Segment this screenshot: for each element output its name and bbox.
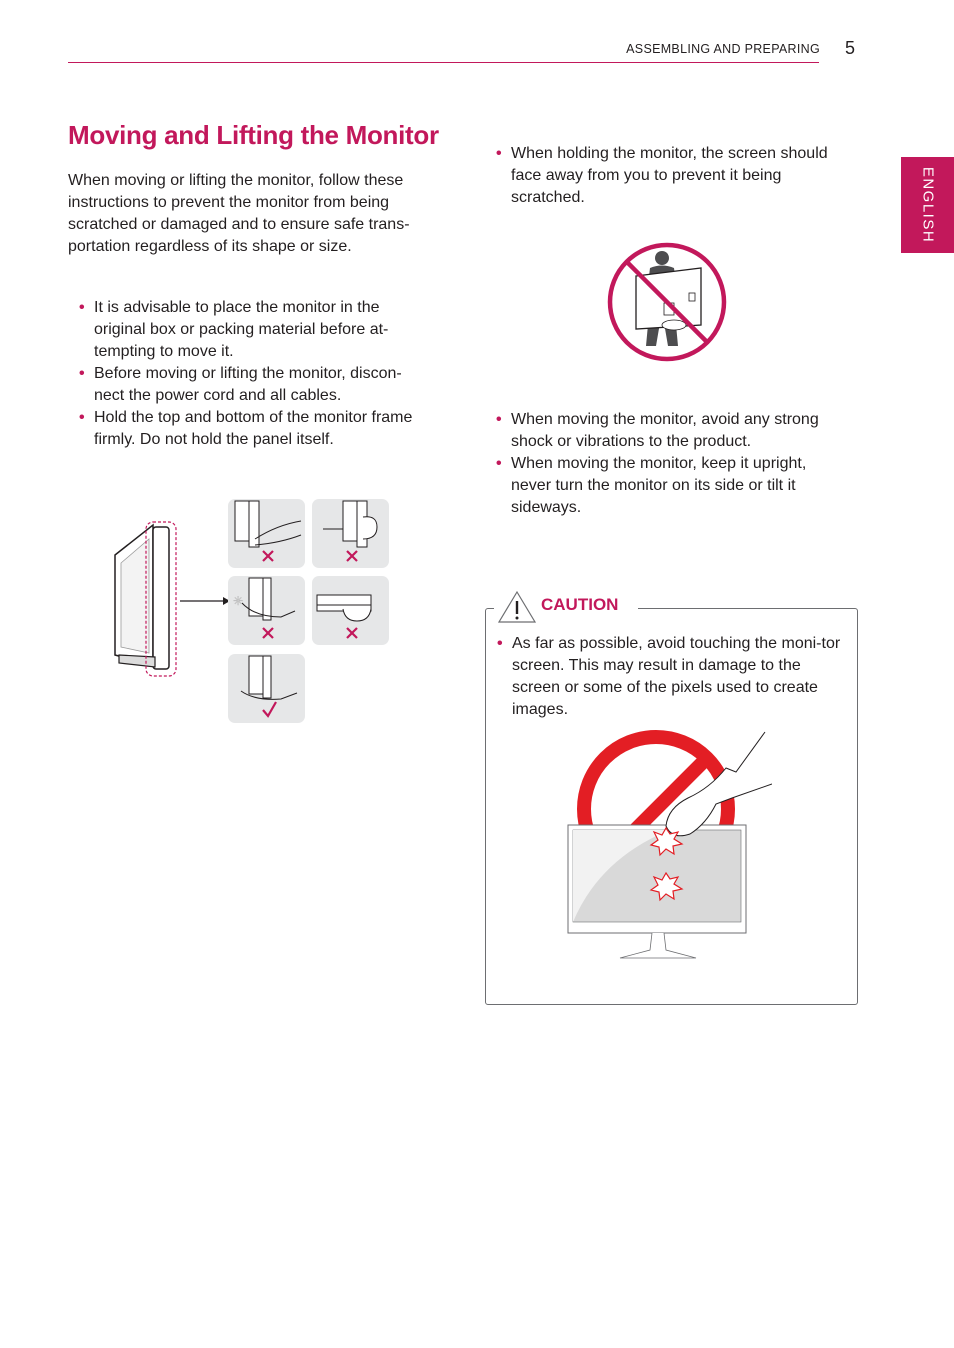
page-number: 5 — [845, 38, 856, 58]
touching-screen-prohibited-illustration — [560, 728, 772, 968]
svg-text:✳: ✳ — [233, 594, 244, 608]
carrying-monitor-prohibited-illustration — [606, 241, 728, 363]
grip-panel-4 — [312, 576, 389, 645]
list-item: • Before moving or lifting the monitor, discon-nect the power cord and all cables. — [68, 363, 430, 407]
monitor-side-view — [115, 522, 230, 676]
header-rule — [68, 62, 819, 63]
list-item: • When holding the monitor, the screen should face away from you to prevent it being scratched. — [485, 143, 847, 209]
grip-panel-1 — [228, 499, 305, 568]
list-item: • When moving the monitor, avoid any strong shock or vibrations to the product. — [485, 409, 847, 453]
page-title: Moving and Lifting the Monitor — [68, 120, 439, 150]
left-bullet-list — [68, 297, 430, 451]
language-tab — [901, 157, 954, 253]
right-bullet-list-mid — [485, 409, 847, 519]
list-item: • When moving the monitor, keep it upright, never turn the monitor on its side or tilt it sideways. — [485, 453, 847, 519]
grip-panel-3 — [228, 576, 305, 645]
holding-monitor-illustration — [105, 495, 395, 730]
grip-panel-2 — [312, 499, 389, 568]
warning-triangle-icon — [497, 590, 537, 624]
list-item: • As far as possible, avoid touching the moni-tor screen. This may result in damage to the screen or some of the pixels used to create images. — [486, 633, 842, 721]
list-item: • Hold the top and bottom of the monitor frame firmly. Do not hold the panel itself. — [68, 407, 430, 451]
right-bullet-list-top — [485, 143, 847, 209]
running-header: ASSEMBLING AND PREPARING — [626, 42, 820, 56]
caution-label: CAUTION — [541, 595, 619, 614]
language-tab-label: ENGLISH — [919, 166, 936, 244]
intro-paragraph: When moving or lifting the monitor, follow these instructions to prevent the monitor from being scratched or damaged and to ensure safe trans-portation regardless of its shape or size. — [68, 172, 410, 255]
caution-bullet-list — [486, 633, 842, 721]
list-item: • It is advisable to place the monitor in the original box or packing material before at-tempting to move it. — [68, 297, 430, 363]
grip-panel-5 — [228, 654, 305, 723]
